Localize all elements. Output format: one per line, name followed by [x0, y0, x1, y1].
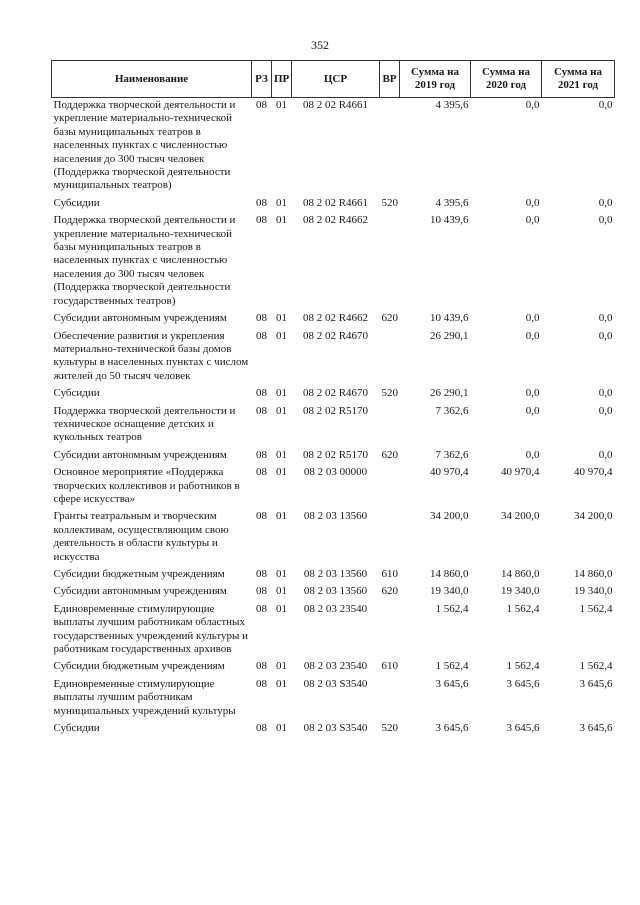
- table-row: [52, 584, 615, 601]
- cell-rz: 08: [256, 510, 267, 523]
- cell-name: Единовременные стимулирующие выплаты лучшим работникам областных государственных учреждений культуры и работникам государственных архивов: [53, 602, 249, 656]
- header-csr: ЦСР: [292, 61, 380, 98]
- cell-name: Субсидии бюджетным учреждениям: [53, 660, 225, 673]
- cell-sum-2019: 4 395,6: [435, 99, 469, 111]
- cell-pr: 01: [276, 404, 287, 417]
- cell-rz: 08: [256, 387, 267, 400]
- cell-rz: 08: [256, 196, 267, 209]
- cell-rz: 08: [256, 466, 267, 479]
- cell-vr: 610: [381, 660, 398, 673]
- cell-name: Поддержка творческой деятельности и укрепление материально-технической базы муниципальных театров в населенных пунктах с численностью населения до 300 тысяч человек (Поддержка творческой деятельности муниципальных театров): [53, 99, 236, 192]
- cell-pr: 01: [276, 448, 287, 461]
- cell-vr: [380, 509, 400, 567]
- cell-sum-2019: 26 290,1: [430, 387, 469, 400]
- budget-table: [51, 60, 615, 738]
- cell-pr: 01: [276, 660, 287, 673]
- cell-rz: 08: [256, 660, 267, 673]
- header-vr: ВР: [380, 61, 400, 98]
- cell-vr: [380, 602, 400, 660]
- cell-sum-2021: 34 200,0: [574, 510, 613, 523]
- cell-rz: 08: [256, 214, 267, 227]
- cell-sum-2021: 0,0: [598, 387, 613, 400]
- table-row: [52, 448, 615, 465]
- cell-sum-2021: 40 970,4: [574, 466, 613, 479]
- cell-pr: 01: [276, 466, 287, 479]
- cell-csr: 08 2 03 13560: [303, 585, 368, 598]
- cell-csr: 08 2 03 S3540: [303, 722, 368, 735]
- table-row: [52, 721, 615, 738]
- table-row: [52, 311, 615, 328]
- cell-vr: [380, 329, 400, 387]
- header-sum-2020: Сумма на 2020 год: [471, 61, 542, 98]
- cell-name: Субсидии бюджетным учреждениям: [53, 568, 225, 580]
- cell-sum-2021: 0,0: [598, 329, 613, 342]
- cell-csr: 08 2 02 R4662: [302, 312, 369, 325]
- cell-vr: 620: [381, 312, 398, 325]
- cell-csr: 08 2 02 R4670: [302, 329, 369, 342]
- cell-vr: 620: [381, 585, 398, 598]
- cell-sum-2020: 0,0: [525, 404, 540, 417]
- cell-sum-2019: 10 439,6: [430, 214, 469, 227]
- cell-pr: 01: [276, 568, 287, 580]
- cell-csr: 08 2 03 S3540: [303, 677, 368, 690]
- cell-rz: 08: [256, 404, 267, 417]
- cell-sum-2019: 1 562,4: [435, 602, 469, 615]
- cell-csr: 08 2 03 13560: [303, 510, 368, 523]
- cell-sum-2020: 0,0: [525, 387, 540, 400]
- cell-sum-2019: 7 362,6: [435, 404, 469, 417]
- cell-rz: 08: [256, 329, 267, 342]
- cell-csr: 08 2 02 R4662: [302, 214, 369, 227]
- header-rz: РЗ: [252, 61, 272, 98]
- table-body: [52, 98, 615, 739]
- cell-sum-2021: 14 860,0: [574, 568, 613, 580]
- table-row: [52, 465, 615, 509]
- cell-rz: 08: [256, 312, 267, 325]
- cell-sum-2021: 19 340,0: [574, 585, 613, 598]
- cell-csr: 08 2 03 23540: [303, 602, 368, 615]
- table-row: [52, 509, 615, 567]
- cell-name: Субсидии: [53, 722, 100, 735]
- cell-sum-2021: 0,0: [598, 404, 613, 417]
- cell-sum-2021: 0,0: [598, 99, 613, 111]
- cell-sum-2019: 19 340,0: [430, 585, 469, 598]
- cell-sum-2020: 3 645,6: [506, 722, 540, 735]
- table-row: [52, 98, 615, 196]
- cell-sum-2021: 0,0: [598, 448, 613, 461]
- table-row: [52, 677, 615, 721]
- table-row: [52, 386, 615, 403]
- cell-csr: 08 2 03 13560: [303, 568, 368, 580]
- cell-vr: 610: [381, 568, 398, 580]
- header-name: Наименование: [52, 61, 252, 98]
- cell-sum-2020: 34 200,0: [501, 510, 540, 523]
- cell-csr: 08 2 02 R4661: [302, 99, 369, 111]
- cell-sum-2020: 40 970,4: [501, 466, 540, 479]
- cell-vr: [380, 404, 400, 448]
- cell-rz: 08: [256, 722, 267, 735]
- cell-rz: 08: [256, 568, 267, 580]
- cell-sum-2021: 0,0: [598, 196, 613, 209]
- cell-csr: 08 2 03 23540: [303, 660, 368, 673]
- cell-pr: 01: [276, 329, 287, 342]
- cell-sum-2020: 14 860,0: [501, 568, 540, 580]
- cell-name: Субсидии: [53, 387, 100, 400]
- cell-name: Субсидии автономным учреждениям: [53, 312, 227, 325]
- cell-pr: 01: [276, 196, 287, 209]
- cell-sum-2021: 0,0: [598, 214, 613, 227]
- cell-sum-2021: 3 645,6: [579, 677, 613, 690]
- cell-sum-2020: 0,0: [525, 196, 540, 209]
- cell-name: Поддержка творческой деятельности и техническое оснащение детских и кукольных театров: [53, 404, 236, 444]
- cell-sum-2019: 14 860,0: [430, 568, 469, 580]
- cell-sum-2019: 1 562,4: [435, 660, 469, 673]
- cell-sum-2019: 10 439,6: [430, 312, 469, 325]
- cell-vr: [380, 213, 400, 311]
- cell-name: Единовременные стимулирующие выплаты лучшим работникам муниципальных учреждений культуры: [53, 677, 236, 717]
- table-row: [52, 329, 615, 387]
- cell-vr: 520: [381, 196, 398, 209]
- cell-vr: [380, 677, 400, 721]
- table-row: [52, 567, 615, 584]
- cell-csr: 08 2 02 R4670: [302, 387, 369, 400]
- cell-pr: 01: [276, 387, 287, 400]
- cell-rz: 08: [256, 602, 267, 615]
- cell-sum-2020: 0,0: [525, 214, 540, 227]
- cell-vr: [380, 465, 400, 509]
- cell-sum-2019: 34 200,0: [430, 510, 469, 523]
- cell-sum-2019: 4 395,6: [435, 196, 469, 209]
- cell-rz: 08: [256, 677, 267, 690]
- cell-csr: 08 2 03 00000: [303, 466, 368, 479]
- cell-sum-2021: 0,0: [598, 312, 613, 325]
- cell-csr: 08 2 02 R5170: [302, 448, 369, 461]
- header-sum-2021: Сумма на 2021 год: [542, 61, 615, 98]
- cell-rz: 08: [256, 99, 267, 111]
- cell-sum-2020: 1 562,4: [506, 660, 540, 673]
- cell-sum-2019: 40 970,4: [430, 466, 469, 479]
- header-sum-2019: Сумма на 2019 год: [400, 61, 471, 98]
- cell-pr: 01: [276, 510, 287, 523]
- cell-pr: 01: [276, 585, 287, 598]
- cell-sum-2020: 0,0: [525, 329, 540, 342]
- cell-pr: 01: [276, 602, 287, 615]
- cell-name: Субсидии автономным учреждениям: [53, 448, 227, 461]
- cell-name: Субсидии автономным учреждениям: [53, 585, 227, 598]
- cell-sum-2021: 1 562,4: [579, 660, 613, 673]
- cell-name: Гранты театральным и творческим коллективам, осуществляющим свою деятельность в области культуры и искусства: [53, 510, 229, 563]
- cell-pr: 01: [276, 312, 287, 325]
- table-header-row: [52, 61, 615, 98]
- cell-pr: 01: [276, 722, 287, 735]
- cell-rz: 08: [256, 585, 267, 598]
- cell-sum-2021: 3 645,6: [579, 722, 613, 735]
- cell-sum-2021: 1 562,4: [579, 602, 613, 615]
- cell-vr: 520: [381, 722, 398, 735]
- table-row: [52, 602, 615, 660]
- cell-vr: 520: [381, 387, 398, 400]
- table-row: [52, 659, 615, 676]
- cell-vr: [380, 98, 400, 196]
- cell-sum-2019: 26 290,1: [430, 329, 469, 342]
- header-pr: ПР: [272, 61, 292, 98]
- cell-name: Субсидии: [53, 196, 100, 209]
- table-row: [52, 404, 615, 448]
- cell-sum-2020: 19 340,0: [501, 585, 540, 598]
- cell-sum-2020: 1 562,4: [506, 602, 540, 615]
- cell-sum-2020: 0,0: [525, 448, 540, 461]
- cell-pr: 01: [276, 214, 287, 227]
- cell-sum-2019: 3 645,6: [435, 722, 469, 735]
- cell-pr: 01: [276, 677, 287, 690]
- cell-sum-2020: 0,0: [525, 99, 540, 111]
- cell-sum-2019: 7 362,6: [435, 448, 469, 461]
- cell-csr: 08 2 02 R5170: [302, 404, 369, 417]
- cell-name: Поддержка творческой деятельности и укрепление материально-технической базы муниципальных театров в населенных пунктах с численностью населения до 300 тысяч человек (Поддержка творческой деятельности государственных театров): [53, 214, 236, 307]
- cell-name: Основное мероприятие «Поддержка творческих коллективов и работников в сфере искусства»: [53, 466, 240, 505]
- cell-sum-2020: 0,0: [525, 312, 540, 325]
- cell-csr: 08 2 02 R4661: [302, 196, 369, 209]
- cell-sum-2019: 3 645,6: [435, 677, 469, 690]
- table-row: [52, 196, 615, 213]
- page-number: 352: [311, 38, 329, 52]
- cell-name: Обеспечение развития и укрепления материально-технической базы домов культуры в населенных пунктах с числом жителей до 50 тысяч человек: [53, 329, 249, 382]
- table-row: [52, 213, 615, 311]
- cell-vr: 620: [381, 448, 398, 461]
- cell-pr: 01: [276, 99, 287, 111]
- cell-sum-2020: 3 645,6: [506, 677, 540, 690]
- cell-rz: 08: [256, 448, 267, 461]
